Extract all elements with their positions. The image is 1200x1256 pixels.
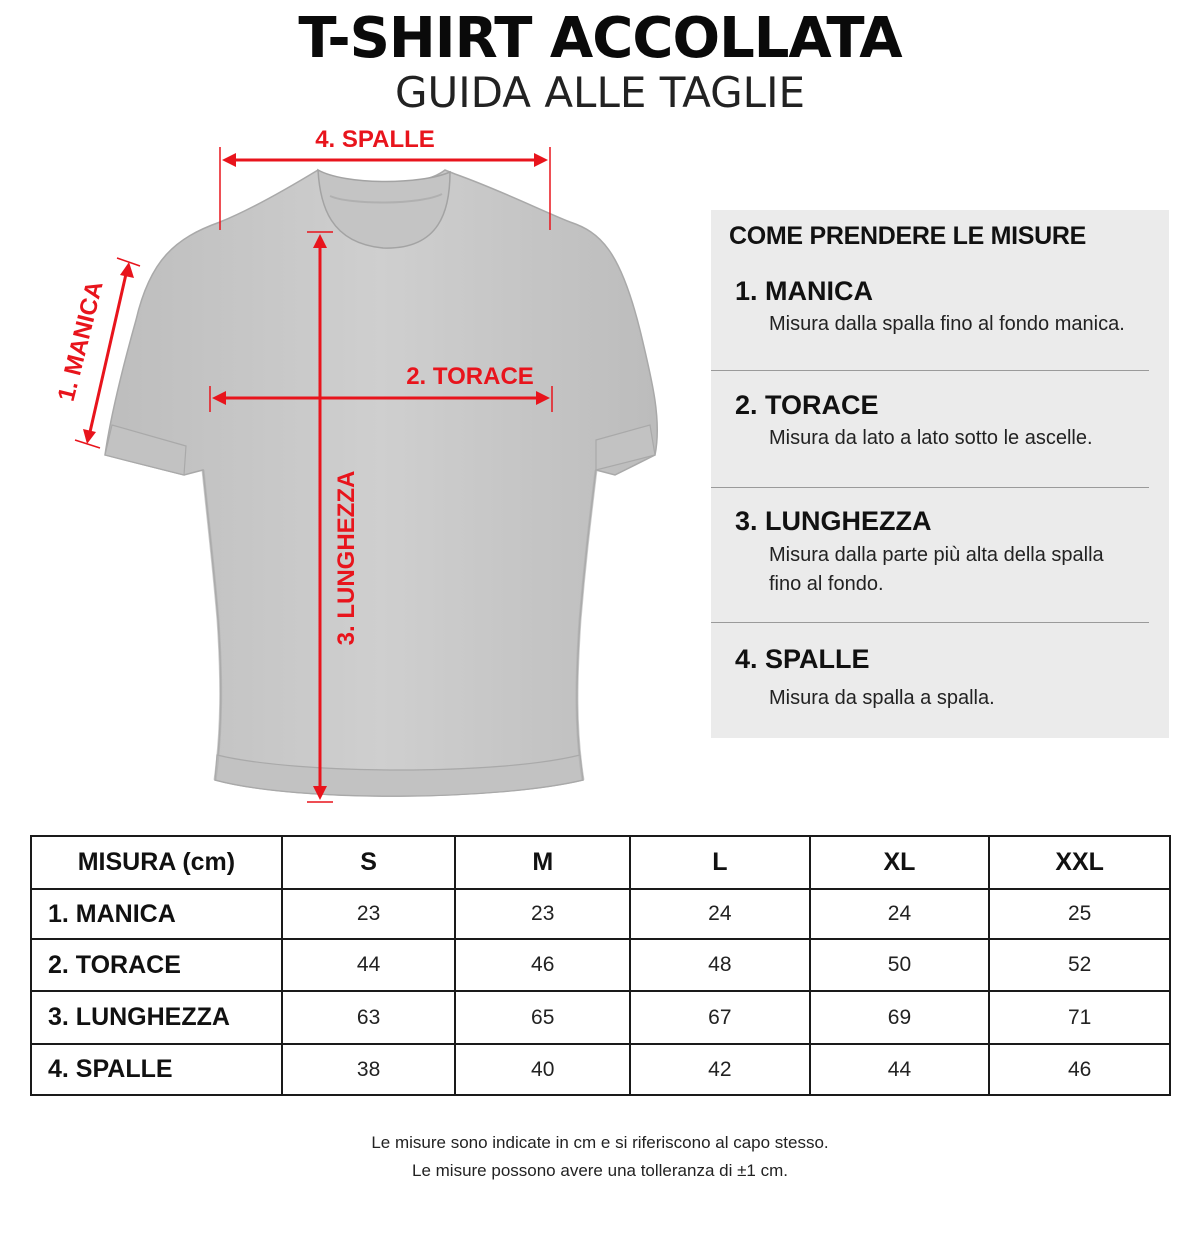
table-cell: 24: [630, 889, 810, 939]
page-title: T-SHIRT ACCOLLATA: [298, 6, 902, 71]
table-cell: 24: [810, 889, 990, 939]
page-subtitle: GUIDA ALLE TAGLIE: [394, 68, 806, 117]
manica-label: 1. MANICA: [52, 278, 109, 404]
table-header-cell: L: [630, 836, 810, 889]
row-label: 1. MANICA: [31, 889, 282, 939]
table-cell: 44: [282, 939, 456, 991]
step-title: 4. SPALLE: [735, 644, 870, 674]
tshirt-diagram: [0, 120, 700, 820]
table-cell: 46: [455, 939, 630, 991]
table-header-cell: MISURA (cm): [31, 836, 282, 889]
step-description: [769, 424, 1159, 453]
table-row: [31, 1044, 1170, 1095]
step-description: [769, 541, 1159, 599]
step-description: [769, 310, 1159, 339]
torace-label: 2. TORACE: [406, 363, 534, 390]
table-cell: 69: [810, 991, 990, 1044]
table-cell: 25: [989, 889, 1170, 939]
table-header-row: [31, 836, 1170, 889]
table-cell: 23: [282, 889, 456, 939]
measure-guide-panel: [711, 210, 1169, 738]
table-cell: 63: [282, 991, 456, 1044]
table-cell: 52: [989, 939, 1170, 991]
row-label: 4. SPALLE: [31, 1044, 282, 1095]
divider: [711, 487, 1149, 488]
step-description-line: Misura da lato a lato sotto le ascelle.: [769, 427, 1093, 449]
table-cell: 42: [630, 1044, 810, 1095]
step-description-line: Misura da spalla a spalla.: [769, 687, 995, 709]
step-description: [769, 684, 1159, 713]
step-description-line: fino al fondo.: [769, 573, 884, 595]
table-row: [31, 939, 1170, 991]
table-cell: 46: [989, 1044, 1170, 1095]
table-header-cell: S: [282, 836, 456, 889]
size-table: [30, 835, 1171, 1096]
step-description-line: Misura dalla parte più alta della spalla: [769, 544, 1104, 566]
lunghezza-label: 3. LUNGHEZZA: [333, 470, 360, 646]
divider: [711, 622, 1149, 623]
step-title: 2. TORACE: [735, 390, 879, 420]
step-title: 3. LUNGHEZZA: [735, 506, 932, 536]
table-cell: 71: [989, 991, 1170, 1044]
table-header-cell: M: [455, 836, 630, 889]
table-header-cell: XL: [810, 836, 990, 889]
table-cell: 40: [455, 1044, 630, 1095]
table-row: [31, 991, 1170, 1044]
table-cell: 44: [810, 1044, 990, 1095]
table-cell: 48: [630, 939, 810, 991]
table-cell: 65: [455, 991, 630, 1044]
step-title: 1. MANICA: [735, 276, 874, 306]
table-cell: 38: [282, 1044, 456, 1095]
spalle-label: 4. SPALLE: [315, 126, 435, 153]
row-label: 3. LUNGHEZZA: [31, 991, 282, 1044]
step-description-line: Misura dalla spalla fino al fondo manica.: [769, 313, 1125, 335]
table-cell: 67: [630, 991, 810, 1044]
table-row: [31, 889, 1170, 939]
divider: [711, 370, 1149, 371]
guide-heading: COME PRENDERE LE MISURE: [729, 222, 1087, 250]
row-label: 2. TORACE: [31, 939, 282, 991]
table-cell: 50: [810, 939, 990, 991]
table-cell: 23: [455, 889, 630, 939]
table-header-cell: XXL: [989, 836, 1170, 889]
footnote-line-2: Le misure possono avere una tolleranza di ±1 cm.: [412, 1161, 788, 1180]
footnote-line-1: Le misure sono indicate in cm e si riferiscono al capo stesso.: [371, 1133, 829, 1152]
tshirt-shape: [105, 170, 657, 796]
